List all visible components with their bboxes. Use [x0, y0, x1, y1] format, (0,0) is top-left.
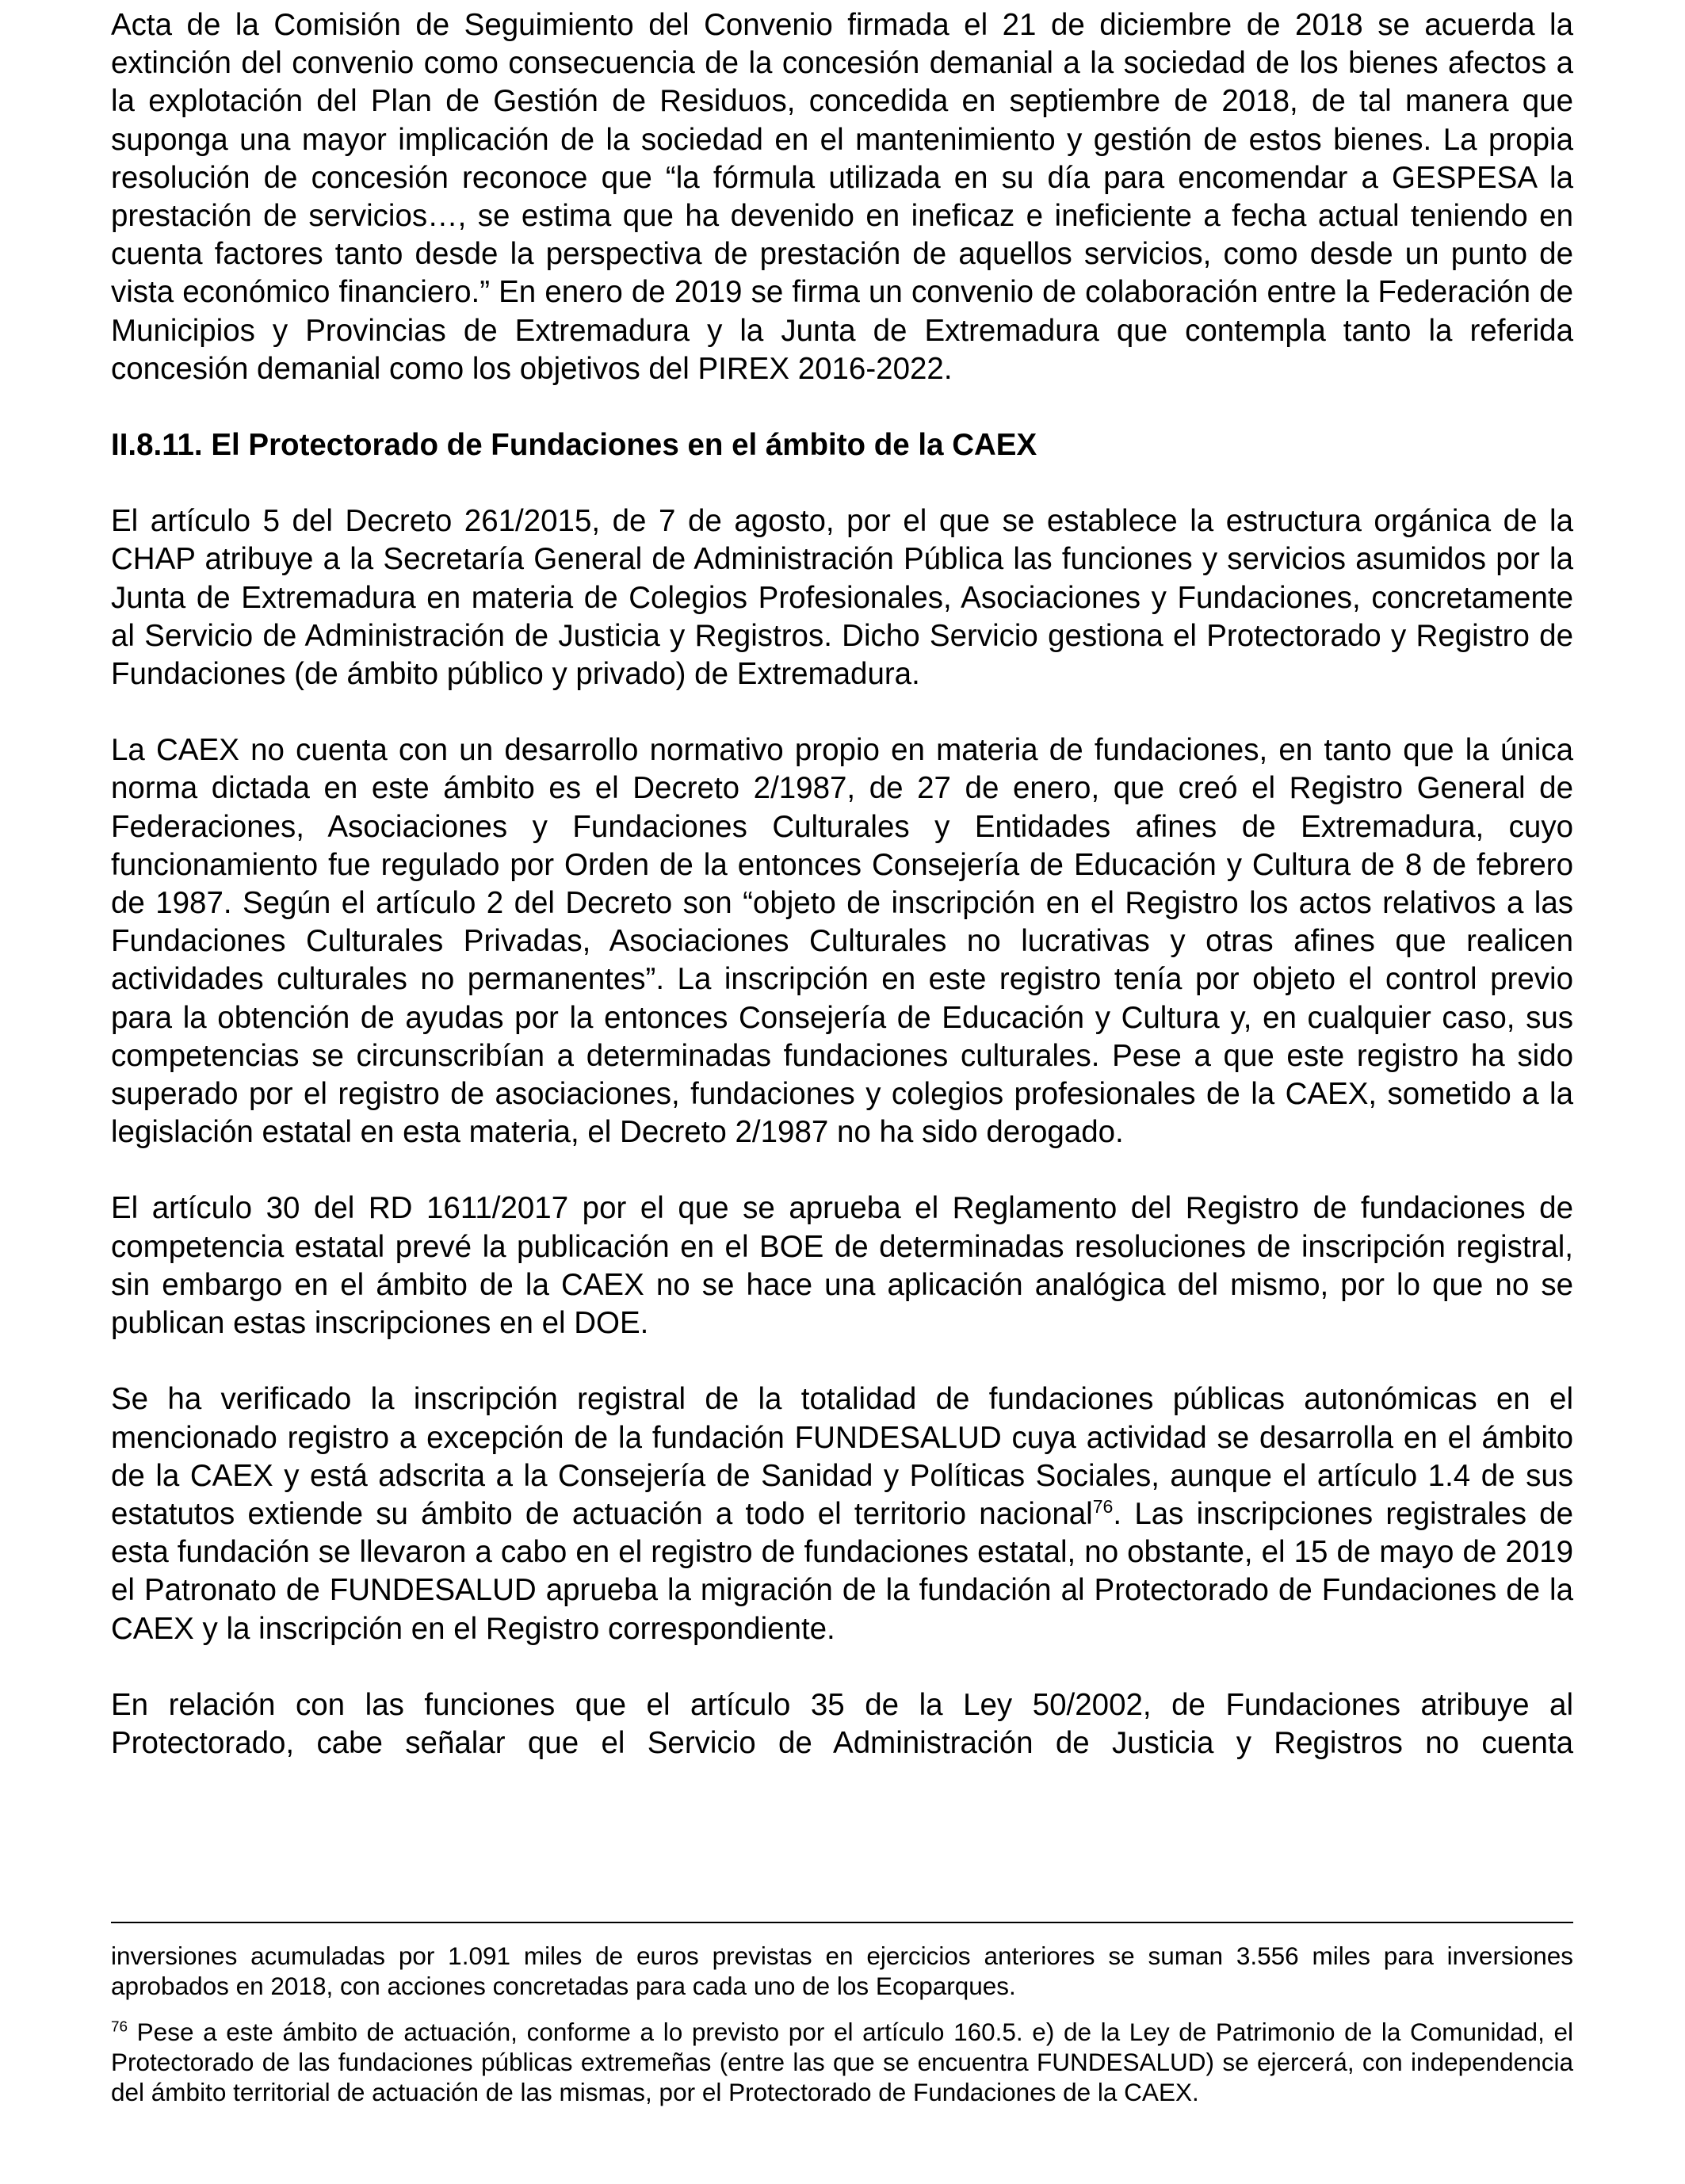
footnote-separator	[111, 1922, 1573, 1923]
section-number: II.8.11.	[111, 428, 203, 463]
footnote-ref-76[interactable]: 76	[1092, 1496, 1114, 1518]
paragraph-1: El artículo 5 del Decreto 261/2015, de 7 de agosto, por el que se establece la estructura orgánica de la CHAP atribuye a la Secretaría General de Administración Pública las funciones y servicios asumidos por la Junta de Extremadura en materia de Colegios Profesionales, Asociaciones y Fundaciones, concretamente al Servicio de Administración de Justicia y Registros. Dicho Servicio gestiona el Protectorado y Registro de Fundaciones (de ámbito público y privado) de Extremadura.	[111, 504, 1573, 692]
paragraph-4	[111, 1380, 1573, 1648]
footnote-76-marker: 76	[111, 2018, 128, 2036]
section-heading	[111, 426, 1573, 464]
footnote-76-text: Pese a este ámbito de actuación, conforme a lo previsto por el artículo 160.5. e) de la Ley de Patrimonio de la Comunidad, el Protectorado de las fundaciones públicas extremeñas (entre las que se encuentra FUNDESALUD) se ejercerá, con independencia del ámbito territorial de actuación de las mismas, por el Protectorado de Fundaciones de la CAEX.	[111, 2018, 1573, 2106]
paragraph-3: El artículo 30 del RD 1611/2017 por el que se aprueba el Reglamento del Registro de fundaciones de competencia estatal prevé la publicación en el BOE de determinadas resoluciones de inscripción registral, sin embargo en el ámbito de la CAEX no se hace una aplicación analógica del mismo, por lo que no se publican estas inscripciones en el DOE.	[111, 1191, 1573, 1341]
intro-paragraph: Acta de la Comisión de Seguimiento del Convenio firmada el 21 de diciembre de 2018 se acuerda la extinción del convenio como consecuencia de la concesión demanial a la sociedad de los bienes afectos a la explotación del Plan de Gestión de Residuos, concedida en septiembre de 2018, de tal manera que suponga una mayor implicación de la sociedad en el mantenimiento y gestión de estos bienes. La propia resolución de concesión reconoce que “la fórmula utilizada en su día para encomendar a GESPESA la prestación de servicios…, se estima que ha devenido en ineficaz e ineficiente a fecha actual teniendo en cuenta factores tanto desde la perspectiva de prestación de aquellos servicios, como desde un punto de vista económico financiero.” En enero de 2019 se firma un convenio de colaboración entre la Federación de Municipios y Provincias de Extremadura y la Junta de Extremadura que contempla tanto la referida concesión demanial como los objetivos del PIREX 2016-2022.	[111, 8, 1573, 386]
paragraph-5: En relación con las funciones que el artículo 35 de la Ley 50/2002, de Fundaciones atribuye al Protectorado, cabe señalar que el Servicio de Administración de Justicia y Registros no cuenta	[111, 1687, 1573, 1760]
footnote-continued: inversiones acumuladas por 1.091 miles de euros previstas en ejercicios anteriores se suman 3.556 miles para inversiones aprobados en 2018, con acciones concretadas para cada uno de los Ecoparques.	[111, 1942, 1573, 2000]
paragraph-2: La CAEX no cuenta con un desarrollo normativo propio en materia de fundaciones, en tanto que la única norma dictada en este ámbito es el Decreto 2/1987, de 27 de enero, que creó el Registro General de Federaciones, Asociaciones y Fundaciones Culturales y Entidades afines de Extremadura, cuyo funcionamiento fue regulado por Orden de la entonces Consejería de Educación y Cultura de 8 de febrero de 1987. Según el artículo 2 del Decreto son “objeto de inscripción en el Registro los actos relativos a las Fundaciones Culturales Privadas, Asociaciones Culturales no lucrativas y otras afines que realicen actividades culturales no permanentes”. La inscripción en este registro tenía por objeto el control previo para la obtención de ayudas por la entonces Consejería de Educación y Cultura y, en cualquier caso, sus competencias se circunscribían a determinadas fundaciones culturales. Pese a que este registro ha sido superado por el registro de asociaciones, fundaciones y colegios profesionales de la CAEX, sometido a la legislación estatal en esta materia, el Decreto 2/1987 no ha sido derogado.	[111, 733, 1573, 1150]
footnote-76	[111, 2017, 1573, 2107]
document-body	[111, 6, 1573, 1762]
footnotes	[111, 1941, 1573, 2107]
paragraph-4-text-a: Se ha verificado la inscripción registral de la totalidad de fundaciones públicas autonómicas en el mencionado registro a excepción de la fundación FUNDESALUD cuya actividad se desarrolla en el ámbito de la CAEX y está adscrita a la Consejería de Sanidad y Políticas Sociales, aunque el artículo 1.4 de sus estatutos extiende su ámbito de actuación a todo el territorio nacional	[111, 1382, 1573, 1531]
section-title: El Protectorado de Fundaciones en el ámbito de la CAEX	[211, 428, 1037, 463]
paragraph-4-text-b: . Las inscripciones registrales de esta fundación se llevaron a cabo en el registro de fundaciones estatal, no obstante, el 15 de mayo de 2019 el Patronato de FUNDESALUD aprueba la migración de la fundación al Protectorado de Fundaciones de la CAEX y la inscripción en el Registro correspondiente.	[111, 1496, 1573, 1646]
